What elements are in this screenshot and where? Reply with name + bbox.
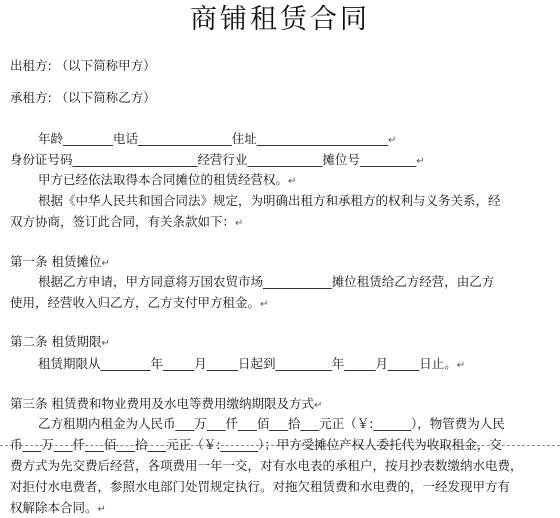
contract-line-text: 币___万___仟___佰___拾___元正（￥:______）；甲方受摊位产权人委托代为收取租金，交 (10, 437, 502, 452)
contract-line-text: 对拒付水电费者，参照水电部门处罚规定执行。对拖欠租赁费和水电费的，一经发现甲方有 (10, 479, 511, 494)
contract-line (10, 295, 268, 313)
paragraph-mark-icon: ↵ (313, 400, 323, 411)
contract-line-text: 乙方租期内租金为人民币___万___仟___佰___拾___元正（￥:______），物管费为人民 (38, 416, 505, 431)
contract-line (10, 254, 110, 272)
contract-line-text: 第一条 租赁摊位 (10, 254, 102, 269)
paragraph-mark-icon: ↵ (388, 135, 397, 146)
contract-line (38, 416, 505, 432)
paragraph-mark-icon: ↵ (416, 156, 425, 167)
contract-line-text: 年龄________电话_______________住址_____________________ (38, 131, 389, 146)
contract-line-text: 租赁期限从________年_____月_____日起到_________年_____月_____日止。 (38, 356, 457, 371)
paragraph-mark-icon: ↵ (97, 504, 106, 515)
paragraph-mark-icon: ↵ (101, 258, 110, 269)
contract-line (10, 214, 243, 232)
paragraph-mark-icon: ↵ (456, 360, 466, 371)
contract-line-text: 甲方已经依法取得本合同摊位的租赁经营权。 (38, 172, 289, 187)
contract-line (10, 152, 425, 170)
page-title: 商铺租赁合同 (190, 4, 370, 35)
contract-line (38, 274, 494, 290)
contract-line-text: 承租方: （以下简称乙方） (10, 90, 156, 105)
paragraph-mark-icon: ↵ (260, 299, 269, 310)
contract-line-text: 第二条 租赁期限 (10, 334, 102, 349)
contract-line (10, 458, 523, 474)
paragraph-mark-icon: ↵ (101, 338, 110, 349)
contract-line (10, 58, 156, 74)
contract-line-text: 使用，经营收入归乙方，乙方支付甲方租金。 (10, 295, 261, 310)
contract-line (38, 356, 465, 374)
paragraph-mark-icon: ↵ (235, 218, 244, 229)
contract-line-text: 权解除本合同。 (10, 500, 98, 515)
contract-line (10, 500, 106, 518)
contract-line-text: 根据乙方申请，甲方同意将万国农贸市场___________摊位租赁给乙方经营，由乙方 (38, 274, 495, 289)
contract-line-text: 根据《中华人民共和国合同法》规定，为明确出租方和承租方的权利与义务关系，经 (38, 193, 501, 208)
contract-line-text: 费方式为先交费后经营，各项费用一年一交，对有水电表的承租户，按月抄表数缴纳水电费， (10, 458, 523, 473)
contract-line (38, 131, 396, 149)
contract-line-text: 出租方: （以下简称甲方） (10, 58, 156, 73)
contract-line (10, 437, 502, 453)
contract-line (10, 396, 322, 414)
paragraph-mark-icon: ↵ (288, 176, 297, 187)
contract-line-text: 第三条 租赁费和物业费用及水电等费用缴纳期限及方式 (10, 396, 314, 411)
contract-line (38, 172, 296, 190)
contract-line-text: 双方协商，签订此合同，有关条款如下： (10, 214, 236, 229)
contract-line-text: 身份证号码____________________经营行业____________摊位号_________ (10, 152, 417, 167)
contract-line (10, 334, 110, 352)
contract-line (38, 193, 501, 209)
contract-line (10, 479, 510, 495)
contract-line (10, 90, 156, 106)
